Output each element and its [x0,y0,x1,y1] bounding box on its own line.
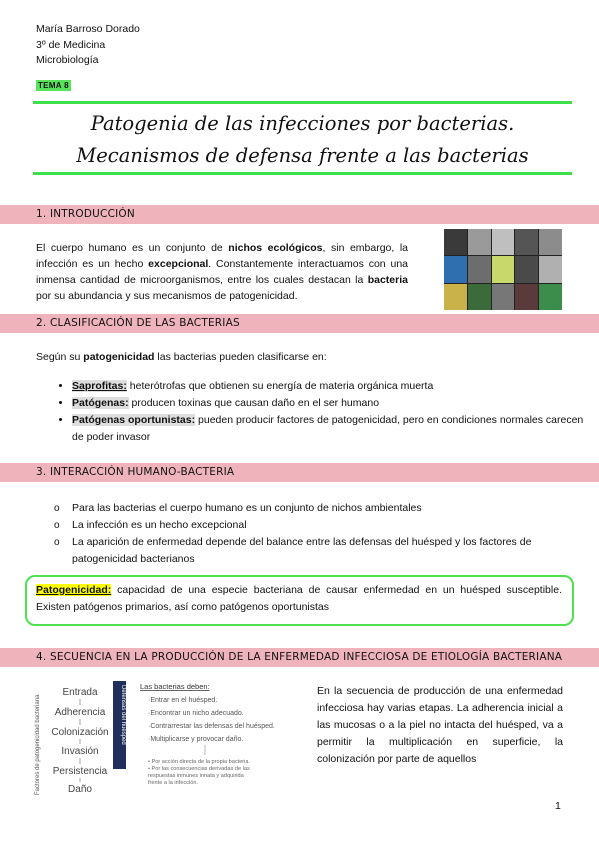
title-top-rule [33,101,572,104]
section-header-sequence [0,648,599,667]
list-item: o La infección es un hecho excepcional [72,517,582,534]
diagram-vertical-label: Factores de patogenicidad bacteriana [35,694,41,795]
note-line: • Por las consecuencias derivadas de las [148,766,250,772]
list-item: o Para las bacterias el cuerpo humano es un conjunto de nichos ambientales [72,500,582,517]
lead-text: Según su [36,351,84,363]
page-number: 1 [555,800,561,812]
course-year: 3º de Medicina [36,38,106,51]
intro-text: . Constantemente interactuamos con una inmensa cantidad de microorganismos, entre los cuales destacan la [36,258,408,286]
tema-badge: TEMA 8 [38,81,69,90]
term: Saprofitas: [72,380,127,392]
sequence-paragraph: En la secuencia de producción de una enfermedad infecciosa hay varias etapas. La adherencia inicial a las mucosas o a la piel no intacta del huésped, va a permitir la multiplicación en superficie, la colonización por parte de aquellos [317,685,563,765]
note-line: • Por acción directa de la propia bacteria. [148,759,251,765]
intro-bold: nichos ecológicos [228,242,323,254]
list-item [72,378,592,395]
classification-lead [36,351,327,363]
step-label: Adherencia [54,707,106,718]
title-bottom-rule [33,172,572,175]
intro-paragraph [36,240,408,304]
step-label: Entrada [62,687,98,698]
step-label: Persistencia [52,766,108,777]
interaction-list [54,500,582,568]
section-title: 4. SECUENCIA EN LA PRODUCCIÓN DE LA ENFERMEDAD INFECCIOSA DE ETIOLOGÍA BACTERIANA [36,651,563,663]
section-header-intro [0,205,599,224]
must-item: ·Multiplicarse y provocar daño. [148,736,244,743]
intro-text: El cuerpo humano es un conjunto de [36,242,229,254]
note-line: respuestas inmunes innata y adquirida [148,773,244,779]
definition-body: capacidad de una especie bacteriana de causar enfermedad en un huésped susceptible. Existen patógenos primarios, así como patógenos oportunistas [36,584,562,613]
note-line: frente a la infección. [148,780,199,786]
intro-text: por su abundancia y sus mecanismos de patogenicidad. [36,290,298,302]
section-header-classification [0,314,599,333]
term: Patógenas oportunistas: [72,414,196,426]
classification-list [48,378,592,446]
step-label: Invasión [61,746,99,757]
subject-name: Microbiología [36,54,99,66]
lead-text: las bacterias pueden clasificarse en: [154,351,327,363]
pathogenicity-diagram [30,677,300,797]
lead-bold: patogenicidad [83,351,155,363]
intro-bold: bacteria [367,274,408,286]
document-header [36,22,140,69]
defense-label: Defensas del huésped [120,685,126,745]
step-label: Daño [68,784,92,795]
section-title: 3. INTERACCIÓN HUMANO-BACTERIA [36,466,235,478]
list-item [72,412,592,446]
must-item: ·Encontrar un nicho adecuado. [148,710,244,717]
must-item: ·Contrarrestar las defensas del huésped. [148,723,275,730]
must-item: ·Entrar en el huésped. [148,697,218,704]
list-item [72,395,592,412]
page-title: Patogenia de las infecciones por bacterias. Mecanismos de defensa frente a las bacterias [76,112,529,167]
definition-term: Patogenicidad: [36,584,112,596]
term: Patógenas: [72,397,129,409]
term-desc: heterótrofas que obtienen su energía de materia orgánica muerta [126,380,434,392]
definition-text [36,582,562,616]
section-header-interaction [0,463,599,482]
bacteria-image-grid [444,229,562,310]
list-item: o La aparición de enfermedad depende del balance entre las defensas del huésped y los factores de patogenicidad bacterianos [72,534,582,568]
intro-bold: excepcional [148,258,209,270]
step-label: Colonización [51,727,109,738]
section-title: 2. CLASIFICACIÓN DE LAS BACTERIAS [36,317,240,329]
intro-text: , sin embargo, la infección es un hecho [36,242,409,270]
must-title: Las bacterias deben: [140,682,210,691]
term-desc: pueden producir factores de patogenicidad, pero en condiciones normales carecen de poder invasor [72,414,584,443]
author-name: María Barroso Dorado [36,23,140,35]
term-desc: producen toxinas que causan daño en el ser humano [128,397,380,409]
section-title: 1. INTRODUCCIÓN [36,208,135,220]
